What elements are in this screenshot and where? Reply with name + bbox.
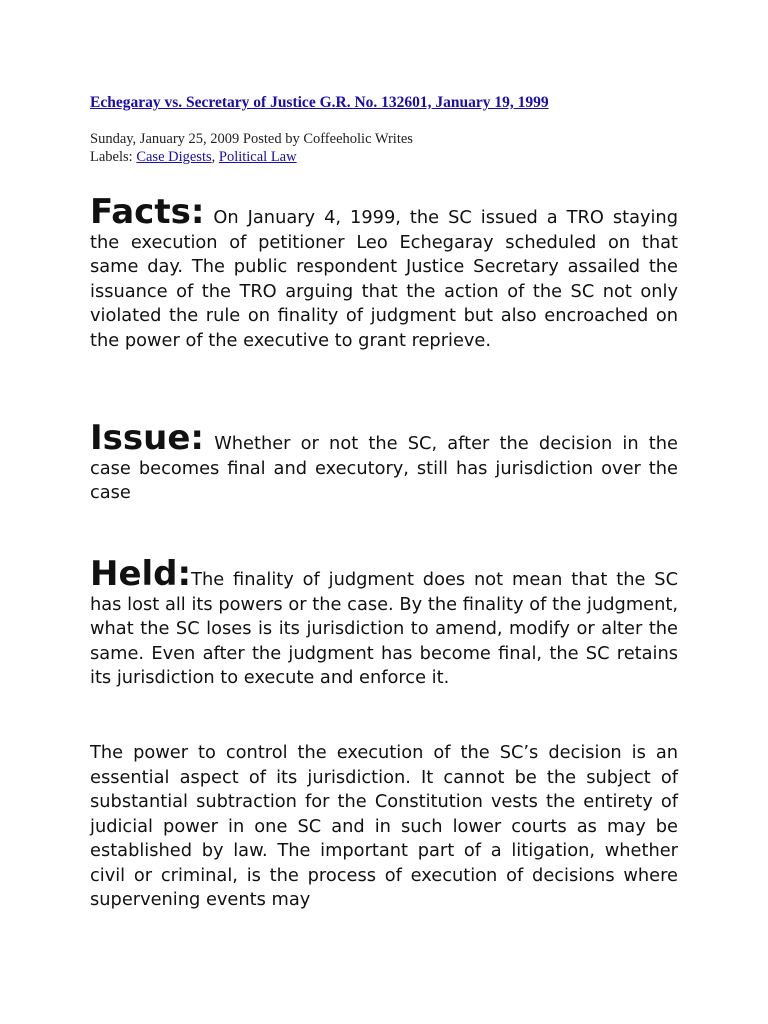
held-heading: Held: bbox=[90, 554, 192, 594]
label-link-case-digests[interactable]: Case Digests bbox=[136, 149, 212, 165]
issue-heading: Issue: bbox=[90, 418, 204, 458]
facts-text: On January 4, 1999, the SC issued a TRO staying the execution of petitioner Leo Echegaray scheduled on that same day. The public respondent Justice Secretary assailed the issuance of the TRO arguing that the action of the SC not only violated the rule on finality of judgment but also encroached on the power of the executive to grant reprieve. bbox=[90, 207, 678, 351]
facts-section bbox=[90, 192, 678, 353]
held-section bbox=[90, 554, 678, 691]
labels-separator: , bbox=[211, 149, 219, 165]
label-link-political-law[interactable]: Political Law bbox=[218, 149, 297, 165]
held-text: The finality of judgment does not mean that the SC has lost all its powers or the case. By the finality of the judgment, what the SC loses is its jurisdiction to amend, modify or alter the same. Even after the judgment has become final, the SC retains its jurisdiction to execute and enforce it. bbox=[90, 569, 678, 688]
issue-section bbox=[90, 418, 678, 506]
execution-paragraph bbox=[90, 741, 678, 913]
post-meta bbox=[90, 131, 413, 148]
facts-heading: Facts: bbox=[90, 192, 205, 232]
labels-line bbox=[90, 149, 297, 166]
labels-prefix: Labels: bbox=[90, 149, 137, 165]
issue-text: Whether or not the SC, after the decision in the case becomes final and executory, still has jurisdiction over the case bbox=[90, 433, 678, 503]
posted-by-text: Sunday, January 25, 2009 Posted by Coffeeholic Writes bbox=[90, 131, 413, 147]
execution-paragraph-text: The power to control the execution of the SC’s decision is an essential aspect of its jurisdiction. It cannot be the subject of substantial subtraction for the Constitution vests the entirety of judicial power in one SC and in such lower courts as may be established by law. The important part of a litigation, whether civil or criminal, is the process of execution of decisions where supervening events may bbox=[90, 742, 678, 910]
article-title-link[interactable]: Echegaray vs. Secretary of Justice G.R. No. 132601, January 19, 1999 bbox=[90, 94, 549, 111]
